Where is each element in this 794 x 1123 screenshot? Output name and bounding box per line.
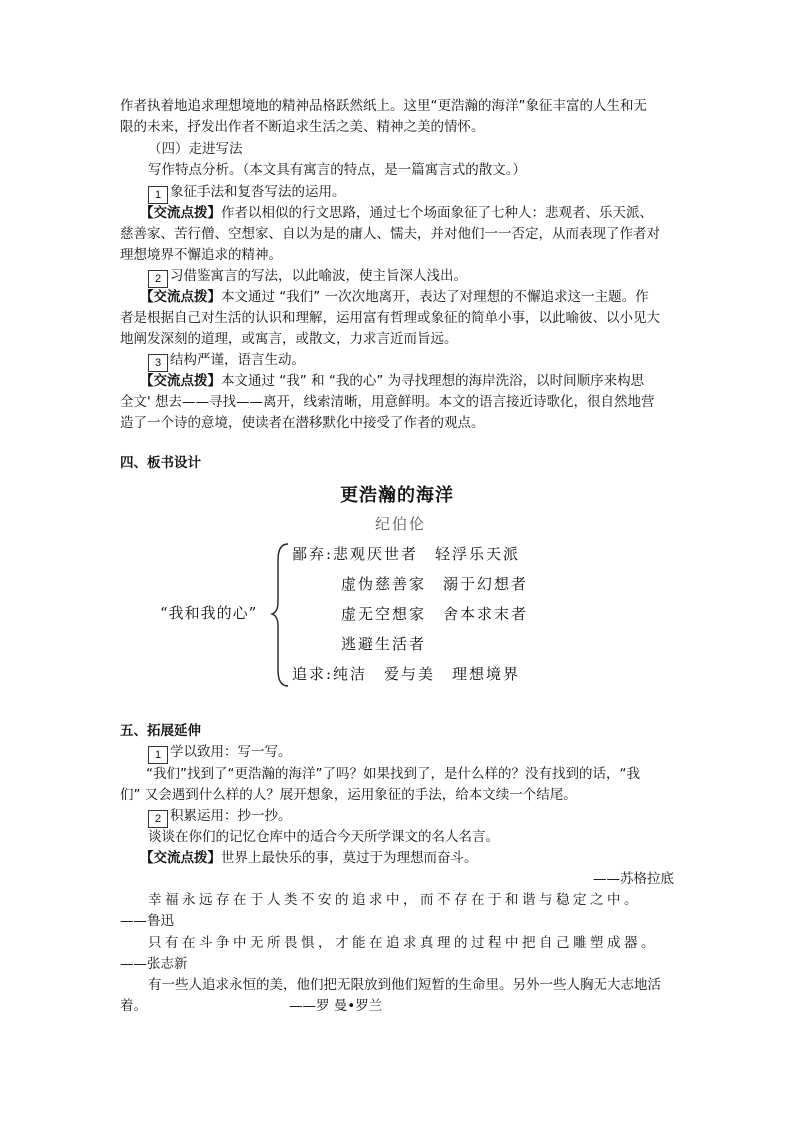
paragraph-line: “我们”找到了“更浩瀚的海洋”了吗？如果找到了，是什么样的？没有找到的话，“我 — [146, 766, 640, 782]
tip-text: 本文通过 “我们” 一次次地离开，表达了对理想的不懈追求这一主题。作 — [221, 289, 649, 305]
list-item — [148, 742, 680, 764]
quote-author: ——张志新 — [120, 956, 188, 972]
tip-text: 世界上最快乐的事，莫过于为理想而奋斗。 — [221, 850, 478, 866]
section-heading-board: 四、板书设计 — [120, 455, 201, 471]
board-row: 逃避生活者 — [341, 635, 427, 653]
tip-text: 作者以相似的行文思路，通过七个场面象征了七种人：悲观者、乐天派、 — [221, 205, 653, 221]
list-item — [148, 266, 680, 288]
board-brace — [268, 540, 292, 690]
section-heading-extension: 五、拓展延伸 — [120, 723, 201, 739]
tip-label: 【交流点拨】 — [140, 850, 221, 866]
tip-line — [140, 287, 700, 308]
quote-line: 有一些人追求永恒的美，他们把无限放到他们短暂的生命里。另外一些人胸无大志地活 — [148, 977, 661, 993]
quote-line — [120, 996, 680, 1017]
tip-label: 【交流点拨】 — [140, 373, 221, 389]
item-text: 结构严谨，语言生动。 — [170, 352, 305, 368]
paragraph-line: 限的未来，抒发出作者不断追求生活之美、精神之美的情怀。 — [120, 119, 485, 135]
quote-text: 着。 — [120, 998, 147, 1014]
tip-line — [140, 203, 700, 224]
list-item — [148, 182, 680, 204]
board-title: 更浩瀚的海洋 — [340, 485, 454, 506]
item-number-box: 2 — [148, 270, 168, 288]
tip-line — [140, 371, 700, 392]
board-author: 纪伯伦 — [375, 515, 427, 533]
item-number-box: 3 — [148, 354, 168, 372]
item-number-box: 2 — [148, 810, 168, 828]
paragraph-line: 慈善家、苦行僧、空想家、自以为是的庸人、懦夫，并对他们一一否定，从而表现了作者对 — [120, 226, 660, 242]
board-row: 追求:纯洁 爱与美 理想境界 — [292, 665, 521, 683]
quote-author: ——罗 曼•罗兰 — [289, 998, 383, 1014]
section-heading-4: （四）走进写法 — [148, 141, 243, 157]
quote-author: ——鲁迅 — [120, 913, 174, 929]
tip-label: 【交流点拨】 — [140, 289, 221, 305]
paragraph-line: 谈谈在你们的记忆仓库中的适合今天所学课文的名人名言。 — [148, 829, 499, 845]
item-text: 学以致用：写一写。 — [170, 744, 292, 760]
list-item — [148, 806, 680, 828]
quote-line: 只有在斗争中无所畏惧，才能在追求真理的过程中把自己雕塑成器。 — [148, 935, 658, 951]
board-row: 鄙弃:悲观厌世者 轻浮乐天派 — [292, 545, 521, 563]
paragraph-line: 地阐发深刻的道理，或寓言，或散文，力求言近而旨远。 — [120, 331, 458, 347]
board-left-label: “我和我的心” — [160, 604, 258, 622]
item-number-box: 1 — [148, 186, 168, 204]
item-number-box: 1 — [148, 746, 168, 764]
paragraph-line: 全文' 想去——寻找——离开，线索清晰，用意鲜明。本文的语言接近诗歌化，很自然地营 — [120, 394, 655, 410]
board-row: 虚无空想家 舍本求末者 — [341, 605, 529, 623]
paragraph-line: 造了一个诗的意境，使读者在潜移默化中接受了作者的观点。 — [120, 415, 485, 431]
paragraph-line: 者是根据自己对生活的认识和理解，运用富有哲理或象征的简单小事，以此喻彼、以小见大 — [120, 310, 660, 326]
tip-text: 本文通过 “我” 和 “我的心” 为寻找理想的海岸洗浴，以时间顺序来构思 — [221, 373, 645, 389]
item-text: 象征手法和复沓写法的运用。 — [170, 184, 346, 200]
paragraph-line: 作者执着地追求理想境地的精神品格跃然纸上。这里“更浩瀚的海洋”象征丰富的人生和无 — [120, 98, 647, 114]
paragraph-line: 们” 又会遇到什么样的人？展开想象，运用象征的手法，给本文续一个结尾。 — [120, 787, 577, 803]
item-text: 积累运用：抄一抄。 — [170, 808, 292, 824]
board-row: 虚伪慈善家 溺于幻想者 — [341, 575, 529, 593]
quote-author: ——苏格拉底 — [593, 871, 674, 887]
quote-line: 幸福永远存在于人类不安的追求中，而不存在于和谐与稳定之中。 — [148, 892, 641, 908]
item-text: 习借鉴寓言的写法，以此喻波，使主旨深人浅出。 — [170, 268, 467, 284]
tip-line — [140, 848, 700, 869]
tip-label: 【交流点拨】 — [140, 205, 221, 221]
paragraph-line: 写作特点分析。（本文具有寓言的特点，是一篇寓言式的散文。） — [148, 162, 526, 178]
paragraph-line: 理想境界不懈追求的精神。 — [120, 247, 282, 263]
list-item — [148, 350, 680, 372]
